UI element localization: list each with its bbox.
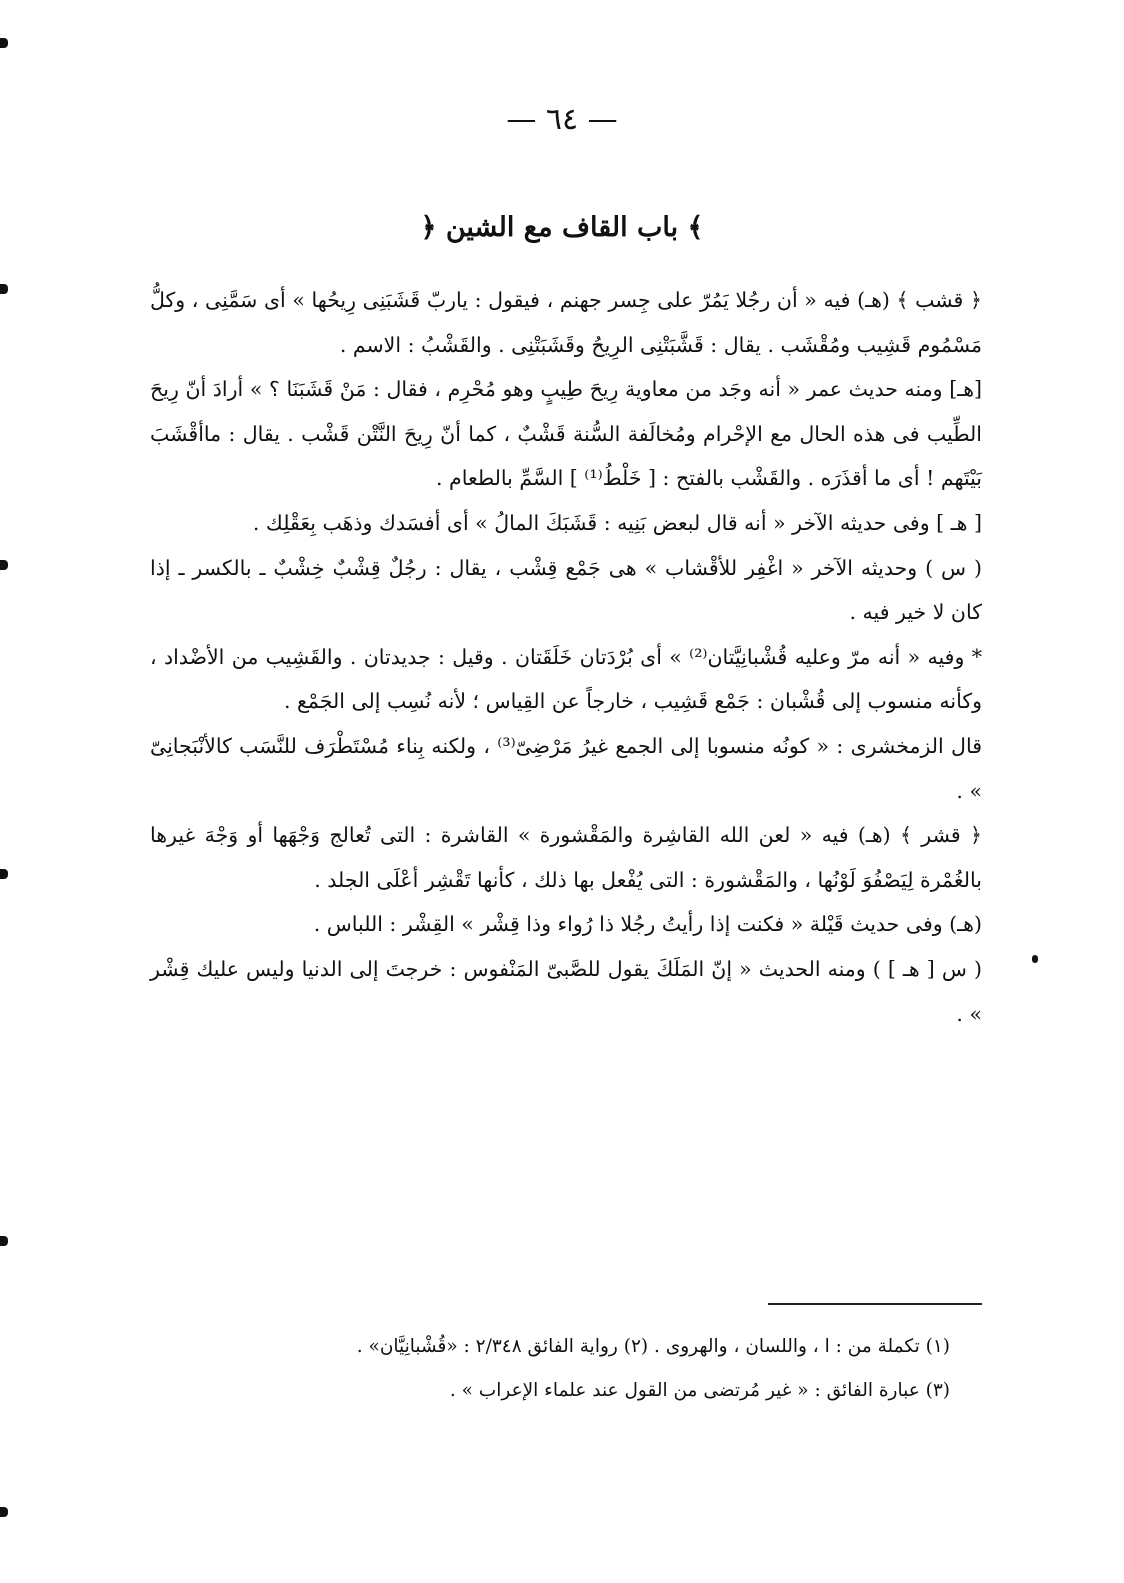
paragraph-umar-hadith: [هـ] ومنه حديث عمر « أنه وجَد من معاوية رِيحَ طِيبٍ وهو مُحْرِم ، فقال : مَنْ قَشَبَنَا ؟ » أرادَ أنّ رِيحَ الطِّيب فى هذه الحال مع الإحْرام ومُخالَفة السُّنة قَشْبٌ ، كما أنّ رِيحَ النَّتْن قَشْب . يقال : ماأقْشَبَ بَيْتَهم ! أى ما أقذَرَه . والقَشْب بالفتح : [ خَلْطُ⁽¹⁾ ] السَّمِّ بالطعام . <box>150 377 982 491</box>
scan-edge-mark <box>0 1507 8 1517</box>
scan-edge-mark <box>0 38 8 48</box>
paragraph-qashb-entry: ﴿ قشب ﴾ (هـ) فيه « أن رجُلا يَمُرّ على جِسر جهنم ، فيقول : ياربّ قَشَبَنِى رِيحُها » أى سَمَّنِى ، وكلُّ مَسْمُوم قَشِيب ومُقْشَب . يقال : قَشَّبَتْنِى الرِيحُ وقَشَبَتْنِى . والقَشْبُ : الاسم . <box>150 288 982 357</box>
paragraph-qashr-entry: ﴿ قشر ﴾ (هـ) فيه « لعن الله القاشِرة والمَقْشورة » القاشرة : التى تُعالج وَجْهَها أو وَجْهَ غيرها بالغُمْرة لِيَصْفُوَ لَوْنُها ، والمَقْشورة : التى يُفْعل بها ذلك ، كأنها تَقْشِر أعْلَى الجلد . <box>150 823 982 892</box>
footnote-line: (١) تكملة من : ا ، واللسان ، والهروى . (٢) رواية الفائق ٢/٣٤٨ : «قُشْبانِيَّان» . <box>356 1336 950 1357</box>
paragraph-other-hadith: [ هـ ] وفى حديثه الآخر « أنه قال لبعض بَنِيه : قَشَبَكَ المالُ » أى أفسَدك وذهَب بِعَقْلِك . <box>252 510 982 535</box>
body-text <box>150 278 982 1036</box>
paragraph-qushbaniyyatan: * وفيه « أنه مرّ وعليه قُشْبانِيَّتان⁽²⁾ » أى بُرْدَتان خَلَقَتان . وقيل : جديدتان . والقَشِيب من الأضْداد ، وكأنه منسوب إلى قُشْبان : جَمْع قَشِيب ، خارجاً عن القِياس ؛ لأنه نُسِب إلى الجَمْع . <box>150 644 982 714</box>
page-number: — ٦٤ — <box>506 102 618 137</box>
scan-edge-mark <box>0 869 8 879</box>
paragraph-aqshab: ( س ) وحديثه الآخر « اغْفِر للأقْشاب » هى جَمْع قِشْب ، يقال : رجُلٌ قِشْبٌ خِشْبٌ ـ بالكسر ـ إذا كان لا خير فيه . <box>150 555 982 625</box>
footnote-divider <box>768 1303 982 1305</box>
paragraph-qayla-hadith: (هـ) وفى حديث قَيْلة « فكنت إذا رأيتُ رجُلا ذا رُواء وذا قِشْر » القِشْر : اللباس . <box>313 912 982 937</box>
chapter-title: ﴿ باب القاف مع الشين ﴾ <box>420 212 704 243</box>
footnotes <box>150 1325 950 1413</box>
scan-edge-mark <box>1032 955 1038 963</box>
paragraph-malak-hadith: ( س [ هـ ] ) ومنه الحديث « إنّ المَلَكَ يقول للصَّبىّ المَنْفوس : خرجتَ إلى الدنيا وليس عليك قِشْر » . <box>150 956 982 1026</box>
scan-edge-mark <box>0 1236 8 1246</box>
scan-edge-mark <box>0 284 8 294</box>
footnote-line: (٣) عبارة الفائق : « غير مُرتضى من القول عند علماء الإعراب » . <box>449 1380 950 1401</box>
paragraph-zamakhshari: قال الزمخشرى : « كونُه منسوبا إلى الجمع غيرُ مَرْضِىّ⁽³⁾ ، ولكنه بِناء مُسْتَطْرَف للنَّسَب كالأنْبَجانِىّ » . <box>150 733 983 803</box>
scan-edge-mark <box>0 560 8 570</box>
